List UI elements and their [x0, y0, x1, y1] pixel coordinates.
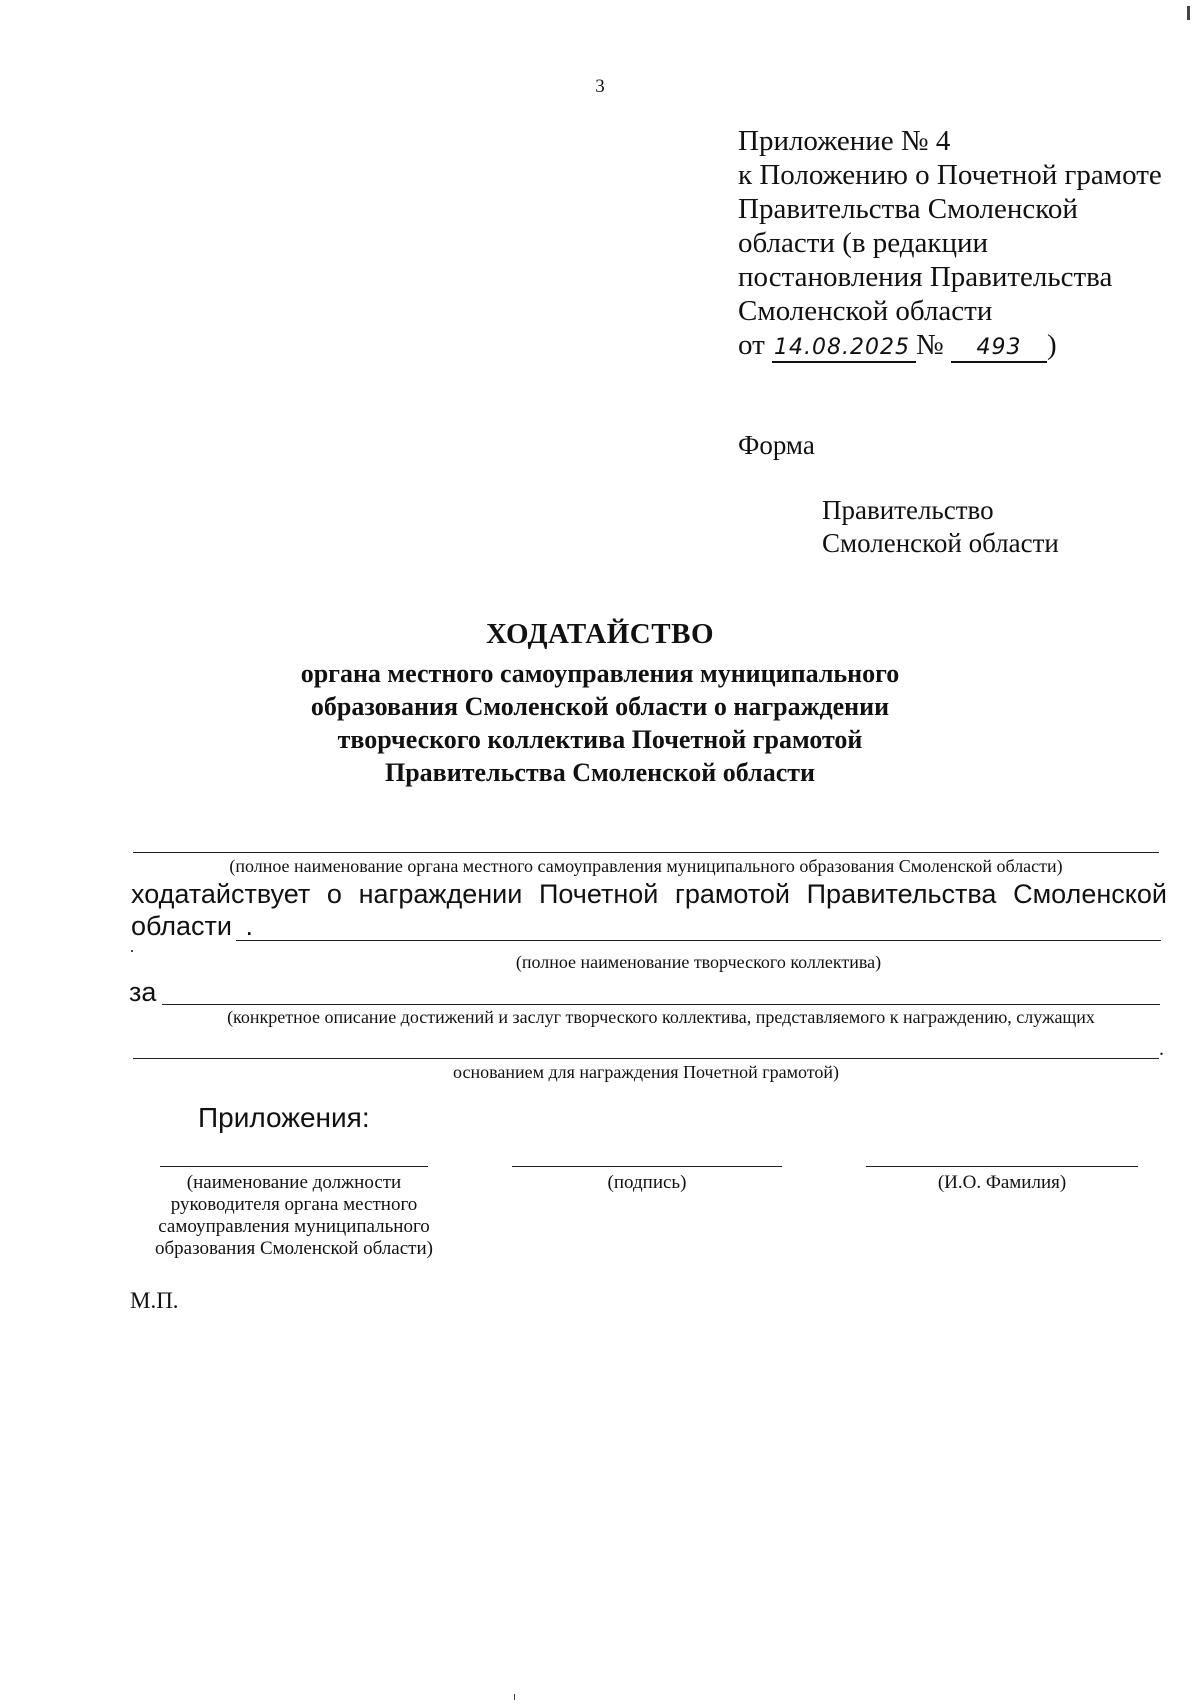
seal-label: М.П. — [130, 1288, 179, 1313]
title-line: творческого коллектива Почетной грамотой — [337, 725, 863, 754]
scan-speck — [514, 1694, 515, 1700]
form-label: Форма — [738, 430, 815, 460]
attachments-label: Приложения: — [198, 1102, 370, 1133]
merits-line-2[interactable] — [133, 1058, 1159, 1059]
full-name-line[interactable] — [866, 1166, 1138, 1167]
addressee-line: Смоленской области — [822, 528, 1059, 558]
position-line[interactable] — [160, 1166, 428, 1167]
reference-prefix: от — [738, 329, 765, 361]
title-main: ХОДАТАЙСТВО — [485, 618, 714, 650]
petition-word: Почетной — [538, 879, 659, 909]
position-caption — [120, 1172, 468, 1260]
scan-speck — [131, 950, 133, 952]
position-caption-line: самоуправления муниципального — [158, 1216, 430, 1237]
petition-word: Смоленской — [1013, 879, 1167, 909]
position-caption-line: образования Смоленской области) — [155, 1238, 433, 1259]
petition-tail-word: области — [131, 911, 232, 941]
title-line: образования Смоленской области о награждении — [310, 692, 890, 721]
organ-name-caption: (полное наименование органа местного самоуправления муниципального образования Смоленской области) — [229, 856, 1063, 876]
organ-name-line[interactable] — [133, 852, 1159, 853]
merits-period: . — [1159, 1038, 1164, 1060]
addressee — [822, 494, 1059, 560]
petition-word: грамотой — [674, 879, 790, 909]
petition-tail — [131, 911, 253, 942]
appendix-line: области (в редакции — [738, 227, 989, 259]
merits-caption-1: (конкретное описание достижений и заслуг творческого коллектива, представляемого к награждению, служащих — [227, 1007, 1095, 1027]
for-label: за — [129, 977, 157, 1007]
appendix-line: Приложение № 4 — [738, 125, 951, 157]
petition-word: Правительства — [806, 879, 997, 909]
signature-caption: (подпись) — [607, 1172, 687, 1193]
appendix-line: Правительства Смоленской — [738, 193, 1078, 225]
petition-word: о — [326, 879, 342, 909]
petition-word: награждении — [358, 879, 523, 909]
reference-number-sign: № — [916, 329, 944, 361]
appendix-line: Смоленской области — [738, 295, 993, 327]
reference-suffix: ) — [1046, 329, 1057, 361]
appendix-line: к Положению о Почетной грамоте — [738, 159, 1162, 191]
position-caption-line: (наименование должности — [186, 1172, 402, 1193]
signature-line[interactable] — [512, 1166, 782, 1167]
reference-date: 14.08.2025 — [772, 335, 916, 363]
appendix-line: постановления Правительства — [738, 261, 1113, 293]
appendix-header — [738, 124, 1162, 363]
document-title — [0, 618, 1200, 789]
title-line: Правительства Смоленской области — [384, 758, 815, 787]
collective-name-line[interactable] — [236, 940, 1161, 941]
reference-number: 493 — [951, 335, 1047, 363]
scan-edge-mark — [1187, 6, 1190, 20]
petition-line — [131, 879, 1167, 910]
collective-name-caption: (полное наименование творческого коллектива) — [515, 952, 882, 972]
position-caption-line: руководителя органа местного — [170, 1194, 418, 1215]
petition-tail-punct: . — [245, 911, 254, 941]
appendix-reference — [738, 328, 1162, 363]
merits-caption-2: основанием для награждения Почетной грамотой) — [453, 1062, 839, 1082]
addressee-line: Правительство — [822, 495, 994, 525]
petition-word: ходатайствует — [131, 879, 311, 909]
merits-line-1[interactable] — [162, 1004, 1160, 1005]
full-name-caption: (И.О. Фамилия) — [937, 1172, 1067, 1193]
title-line: органа местного самоуправления муниципального — [300, 659, 900, 688]
page-number: 3 — [595, 76, 605, 97]
